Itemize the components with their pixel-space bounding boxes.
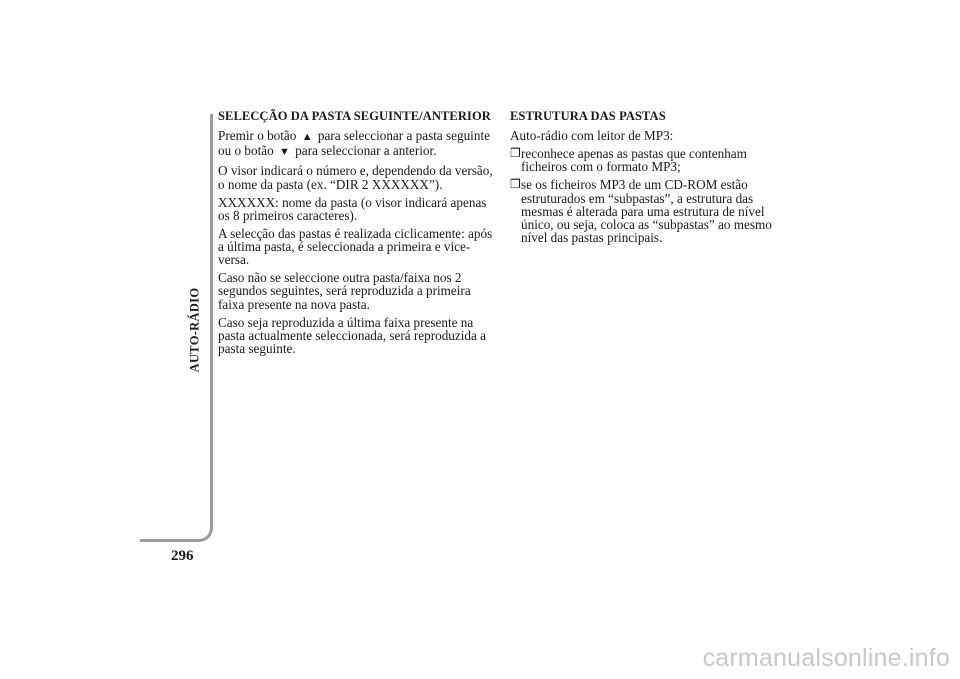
up-triangle-icon: ▲ (301, 131, 313, 144)
list-item-text: se os ficheiros MP3 de um CD-ROM estão estruturados em “subpastas”, a estrutura das mesmas é alterada para uma estrutura de nível único, ou seja, coloca as “subpastas” ao mesmo nível das pastas principais. (521, 177, 772, 246)
paragraph-buttons (218, 129, 500, 159)
paragraph-text: para seleccionar a pasta seguinte ou o botão (218, 128, 490, 159)
list-item (510, 178, 785, 244)
paragraph-text: Premir o botão (218, 128, 297, 144)
list-item-text: reconhece apenas as pastas que contenham ficheiros com o formato MP3; (521, 146, 747, 175)
section-heading-folder-structure: ESTRUTURA DAS PASTAS (510, 109, 666, 123)
section-side-label: AUTO-RÁDIO (187, 287, 202, 373)
left-column (218, 110, 500, 360)
paragraph-next-folder: Caso seja reproduzida a última faixa presente na pasta actualmente seleccionada, será reproduzida a pasta seguinte. (218, 314, 486, 357)
page-number: 296 (171, 548, 194, 564)
paragraph-timeout: Caso não se seleccione outra pasta/faixa nos 2 segundos seguintes, será reproduzida a primeira faixa presente na nova pasta. (218, 270, 471, 312)
paragraph-intro: Auto-rádio com leitor de MP3: (510, 128, 674, 144)
watermark: carmanualsonline.info (702, 644, 950, 672)
paragraph-folder-name: XXXXXX: nome da pasta (o visor indicará apenas os 8 primeiros caracteres). (218, 194, 487, 223)
right-column (510, 110, 785, 249)
list-item (510, 147, 785, 173)
paragraph-cyclic: A selecção das pastas é realizada ciclicamente: após a última pasta, é seleccionada a primeira e vice-versa. (218, 225, 493, 268)
paragraph-display: O visor indicará o número e, dependendo da versão, o nome da pasta (ex. “DIR 2 XXXXXX”). (218, 163, 493, 192)
down-triangle-icon: ▼ (278, 146, 290, 159)
paragraph-text: para seleccionar a anterior. (295, 143, 437, 159)
section-heading-folder-selection: SELECÇÃO DA PASTA SEGUINTE/ANTERIOR (218, 109, 491, 123)
checkbox-bullet-icon: ❒ (510, 146, 521, 161)
checkbox-bullet-icon: ❒ (510, 177, 521, 192)
